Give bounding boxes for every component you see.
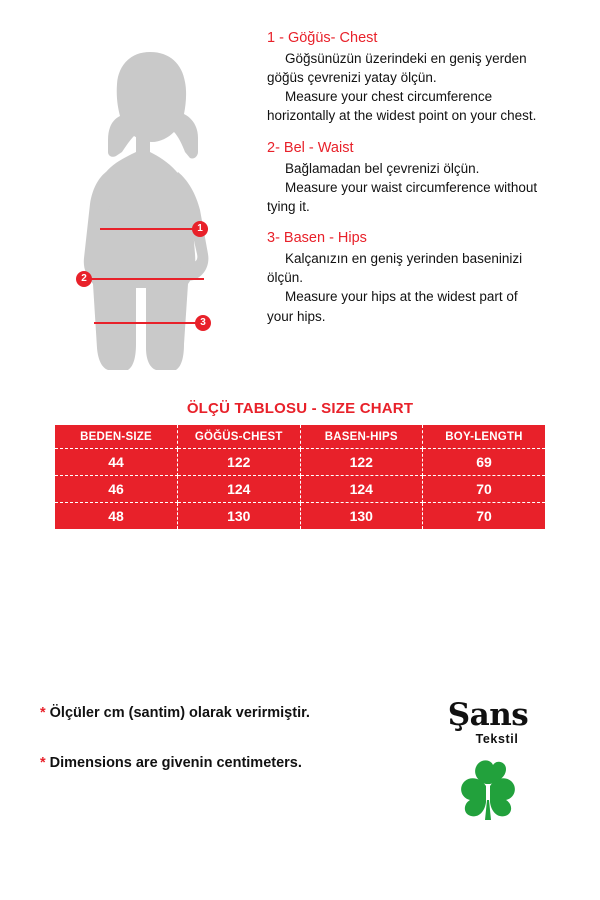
hips-instruction-body <box>267 249 584 326</box>
chest-instruction-body <box>267 49 584 126</box>
chest-marker: 1 <box>192 221 208 237</box>
cell-length: 70 <box>423 476 546 503</box>
waist-tr-line1: Bağlamadan bel çevrenizi ölçün. <box>285 160 480 176</box>
chest-en-line1: Measure your chest circumference <box>285 89 493 105</box>
asterisk-icon: * <box>40 755 46 771</box>
chest-tr-line1: Göğsünüzün üzerindeki en geniş yerden <box>285 51 527 66</box>
cell-size: 48 <box>55 503 178 530</box>
chest-en-line2: horizontally at the widest point on your chest. <box>267 108 537 124</box>
hips-en-line2: your hips. <box>267 308 326 324</box>
chest-instruction-title: 1 - Göğüs- Chest <box>267 30 378 46</box>
cell-length: 69 <box>423 449 546 476</box>
cell-length: 70 <box>476 508 492 524</box>
hips-tr-line2: ölçün. <box>267 270 304 286</box>
table-header-row <box>55 425 545 449</box>
figure-column <box>10 30 255 390</box>
hips-tr-line1: Kalçanızın en geniş yerinden baseninizi <box>285 251 523 267</box>
waist-instruction-body <box>267 159 584 216</box>
cell-chest: 124 <box>178 476 301 503</box>
four-leaf-clover-icon <box>453 756 523 822</box>
cell-size: 46 <box>55 476 178 503</box>
cell-chest: 122 <box>178 449 301 476</box>
hips-marker: 3 <box>195 315 211 331</box>
asterisk-icon: * <box>40 705 46 721</box>
note-turkish-text: Ölçüler cm (santim) olarak verirmiştir. <box>49 705 310 721</box>
header-gogus-chest: GÖĞÜS-CHEST <box>178 425 301 449</box>
clover-logo-wrap <box>428 756 548 822</box>
note-english-text: Dimensions are givenin centimeters. <box>49 755 302 771</box>
cell-hips: 124 <box>300 476 423 503</box>
cell-chest: 130 <box>178 503 301 530</box>
cell-hips: 130 <box>300 503 423 530</box>
waist-en-line2: tying it. <box>267 198 310 214</box>
hips-en-line1: Measure your hips at the widest part of <box>285 289 518 305</box>
cell-size: 44 <box>55 449 178 476</box>
waist-marker: 2 <box>76 271 92 287</box>
cell-hips: 122 <box>300 449 423 476</box>
female-silhouette-icon <box>50 48 250 388</box>
hips-instruction-title: 3- Basen - Hips <box>267 230 367 247</box>
header-basen-hips: BASEN-HIPS <box>300 425 423 449</box>
header-boy-length: BOY-LENGTH <box>423 425 546 449</box>
size-chart-table-wrap <box>55 425 545 529</box>
table-row <box>55 476 545 503</box>
waist-measure-line <box>86 278 204 280</box>
brand-subtitle: Tekstil <box>475 732 519 746</box>
size-chart-table <box>55 425 545 529</box>
table-row <box>55 449 545 476</box>
instructions-column <box>255 30 590 390</box>
waist-instruction-title: 2- Bel - Waist <box>267 139 354 156</box>
table-row <box>55 503 545 530</box>
body-figure <box>50 48 250 388</box>
top-section <box>0 0 600 390</box>
header-beden-size: BEDEN-SIZE <box>55 425 178 449</box>
chest-tr-line2: göğüs çevrenizi yatay ölçün. <box>267 70 437 86</box>
brand-name: Şans <box>447 697 529 733</box>
waist-en-line1: Measure your waist circumference without <box>285 179 538 195</box>
brand-logo <box>428 697 548 822</box>
size-chart-title: ÖLÇÜ TABLOSU - SIZE CHART <box>186 400 414 417</box>
hips-measure-line <box>94 322 204 324</box>
